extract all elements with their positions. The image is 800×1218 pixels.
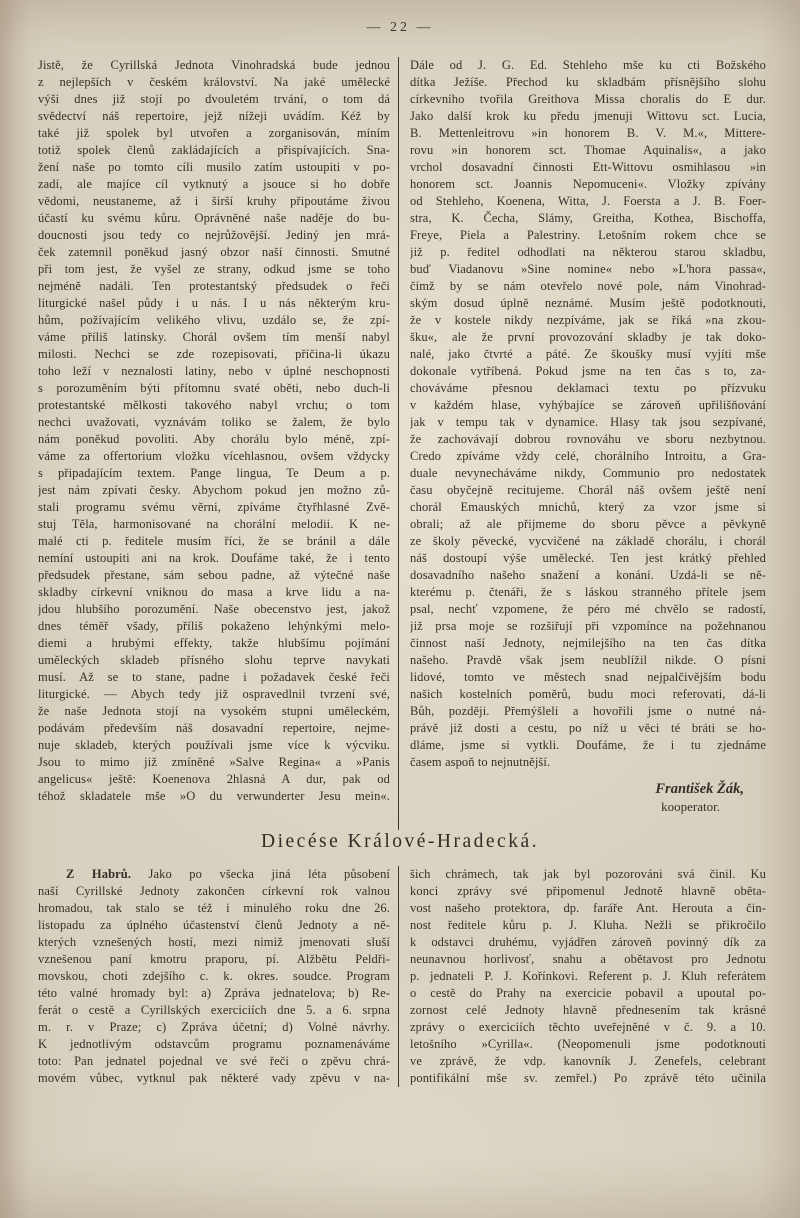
text-line: církevního tvořila Greithova Missa choralis do E dur.	[410, 92, 766, 106]
text-line: listopadu za úplného účastenství členů Jednoty a ně-	[38, 918, 390, 932]
text-line: dítka Ježíše. Přechod ku skladbám přísnějšího slohu	[410, 75, 766, 89]
text-line: stali programu svému věrni, zpíváme čtyřhlasné Zvě-	[38, 500, 390, 514]
text-line: váme příliš latinsky. Chorál ovšem tím menší nabyl	[38, 330, 390, 344]
text-line: nost ředitele kůru p. J. Kluha. Nežli se přikročilo	[410, 918, 766, 932]
text-line: konci zprávy své připomenul Jednotě hlavně oběta-	[410, 884, 766, 898]
text-line: jdou hlubšího porozumění. Naše obecenstvo jest, jakož	[38, 602, 390, 616]
text-line: právě již dosti a cestu, po níž u věci té bráti se ho-	[410, 721, 766, 735]
signature-role: kooperator.	[661, 799, 720, 814]
text-line: v každém hlase, vyhýbajíce se zároveň upřilišňování	[410, 398, 766, 412]
text-line: stuj Těla, harmonisované na chorální melodii. K ne-	[38, 517, 390, 531]
text-line: hům, požívajícím velikého vlivu, uzdálo se, že zpí-	[38, 313, 390, 327]
text-line: činnost naší Jednoty, nejmilejšího na ten čas dítka	[410, 636, 766, 650]
text-line: vědomi, neustaneme, až i širší kruhy připoutáme živou	[38, 194, 390, 208]
text-line: diemi a hrubými effekty, takže hlubšímu pojímání	[38, 636, 390, 650]
text-line: o cestě do Prahy na exercicie pobavil a upoutal po-	[410, 986, 766, 1000]
text-line: že zachovávají dobrou rovnováhu ve sboru nezbytnou.	[410, 432, 766, 446]
text-line: B. Mettenleitrovu »in honorem B. V. M.«, Mittere-	[410, 126, 766, 140]
text-line: zornost celé Jednoty hlavně přednesením tak krásné	[410, 1003, 766, 1017]
text-line: toto: Pan jednatel pojednal ve své řeči o zpěvu chrá-	[38, 1054, 390, 1068]
signature	[410, 780, 766, 816]
text-line: již p. ředitel odhodlati na některou starou skladbu,	[410, 245, 766, 259]
text-line: že v kostele nikdy nezpíváme, jak se říká »na zkou-	[410, 313, 766, 327]
text-line: žení naše po tomto cíli musilo zatím ustoupiti v po-	[38, 160, 390, 174]
text-line: m. r. v Praze; c) Zpráva účetní; d) Volné návrhy.	[38, 1020, 390, 1034]
text-line: musí. Až se to stane, padne i požadavek české řeči	[38, 670, 390, 684]
article-top-column-left	[38, 57, 390, 830]
text-line: této valné hromady byl: a) Zpráva jednatelova; b) Re-	[38, 986, 390, 1000]
text-line: nalé, jako čtvrté a páté. Ze škoušky musí vyjíti mše	[410, 347, 766, 361]
section-heading: Diecése Králové-Hradecká.	[261, 831, 539, 852]
text-line: movém vůbec, vytknul pak některé vady zpěvu v na-	[38, 1071, 390, 1085]
text-line: buď Viadanovu »Sine nomine« nebo »L'hora passa«,	[410, 262, 766, 276]
paragraph-first-line	[38, 866, 390, 883]
text-line: Credo zpíváme vždy celé, chorálního Introitu, a Gra-	[410, 449, 766, 463]
text-line: nuje skladeb, kterých používali jsme více k výcviku.	[38, 738, 390, 752]
text-line: od Stehleho, Koenena, Witta, J. Foersta a J. B. Foer-	[410, 194, 766, 208]
text-line: dosavadního našeho snažení a konání. Uzdá-li se ně-	[410, 568, 766, 582]
text-line: p. jednateli P. J. Kořínkovi. Referent p. J. Kluh referátem	[410, 969, 766, 983]
text-line: Freye, Piela a Palestriny. Letošním rokem chce se	[410, 228, 766, 242]
text-line: nemíní ustoupiti ani na krok. Doufáme také, že i tento	[38, 551, 390, 565]
text-line: chováváme přesnou deklamaci textu po přízvuku	[410, 381, 766, 395]
text-line: uměleckých skladeb přísného slohu teprve navykati	[38, 653, 390, 667]
text-line: s porozuměním býti přítomnu svaté oběti, nebo duch-li	[38, 381, 390, 395]
text-line: psal, nechť vzpomene, že péro mé chvělo se radostí,	[410, 602, 766, 616]
text-line: naší Cyrillské Jednoty zakončen církevní rok valnou	[38, 884, 390, 898]
text-line: chorál Emauských mnichů, který za vzor jsme si	[410, 500, 766, 514]
text-line: protestantské mělkosti takového nabyl vrchu; o tom	[38, 398, 390, 412]
text-line: nejméně nadáli. Ten protestantský předsudek o řeči	[38, 279, 390, 293]
article-bottom-column-left	[38, 866, 390, 1087]
text-line: liturgické. — Abych tedy již ospravedlnil tvrzení své,	[38, 687, 390, 701]
article-top-column-right	[398, 57, 766, 830]
article-top-section	[38, 57, 766, 830]
text-line: totiž spolek členů zakládajících a přispívajících. Sna-	[38, 143, 390, 157]
text-line: hromadou, tak stalo se též i minulého roku dne 26.	[38, 901, 390, 915]
text-line: ferát o cestě a Cyrillských exerciciích dne 5. a 6. srpna	[38, 1003, 390, 1017]
text-line: šku«, ale že první provozování skladby je tak doko-	[410, 330, 766, 344]
text-line: zprávy o exerciciích těchto uveřejněné v č. 9. a 10.	[410, 1020, 766, 1034]
text-line: dnes téměř všady, příliš pokaženo lehýnkými melo-	[38, 619, 390, 633]
text-line: čímž by se nám otevřelo nové pole, nám Vinohrad-	[410, 279, 766, 293]
text-line: šich chrámech, tak jak byl pozorováni svá činil. Ku	[410, 867, 766, 881]
text-line: skladby církevní vniknou do masa a krve lidu a na-	[38, 585, 390, 599]
text-line: vost našeho protektora, dp. faráře Ant. Herouta a čin-	[410, 901, 766, 915]
text-line: jak v tempu tak v dynamice. Hlasy tak jsou sezpívané,	[410, 415, 766, 429]
text-line: podávám především náš dosavadní repertoire, nejme-	[38, 721, 390, 735]
text-line: duale nevynecháváme nikdy, Communio pro nedostatek	[410, 466, 766, 480]
text-line: z nejlepších v českém království. Na jaké umělecké	[38, 75, 390, 89]
text-line: náš dostoupí výše umělecké. Ten jest krátký přehled	[410, 551, 766, 565]
scan-edge-shadow	[0, 0, 30, 1218]
text-line: našich kostelních poměrů, budu moci referovati, dá-li	[410, 687, 766, 701]
text-line: Jsou to mimo již zmíněné »Salve Regina« a »Panis	[38, 755, 390, 769]
text-line: letošního »Cyrilla«. (Neopomenuli jsme podotknouti	[410, 1037, 766, 1051]
paragraph-lead: Z Habrů.	[66, 867, 132, 881]
text-line: rovu »in honorem sct. Thomae Aquinalis«, a jako	[410, 143, 766, 157]
text-line: ček zatemnil poněkud jasný obzor naší činnosti. Smutné	[38, 245, 390, 259]
text-line: našeho. Pravdě však jsem neublížil nikde. O písni	[410, 653, 766, 667]
text-line: nechci uvažovati, vyznávám toliko se žalem, že bylo	[38, 415, 390, 429]
text-line: téhož skladatele mše »O du verwunderter Jesu mein«.	[38, 789, 390, 803]
text-line: vrchol dosavadní činnosti Ett-Wittovu osmihlasou »in	[410, 160, 766, 174]
text-line: časem aspoň to nejnutnější.	[410, 755, 551, 769]
text-line: ským dosud úplně neznámé. Musím ještě podotknouti,	[410, 296, 766, 310]
signature-name: František Žák,	[655, 781, 744, 797]
text-line: účastí ku svému kůru. Oprávněné naše naděje do bu-	[38, 211, 390, 225]
text-line: také již spolek byl utvořen a zorganisován, míním	[38, 126, 390, 140]
text-line: malé cti p. ředitele musím říci, že se bránil a dále	[38, 534, 390, 548]
text-line: dláme, jsme si vytkli. Doufáme, že i tu zjednáme	[410, 738, 766, 752]
text-line: že naše Jednota stojí na vysokém stupni uměleckém,	[38, 704, 390, 718]
paragraph-lead-rest: Jako po všecka jiná léta působení	[148, 867, 390, 881]
text-line: jest nám zpívati česky. Abychom pokud jen možno zů-	[38, 483, 390, 497]
text-line: kterých vznešených hostí, mezi nimiž jmenovati sluší	[38, 935, 390, 949]
article-top-column-right-lines	[410, 57, 766, 771]
text-line: angelicus« ještě: Koenenova 2hlasná A dur, pak od	[38, 772, 390, 786]
text-line: ze školy pěvecké, vycvičené na základě chorálu, i chorál	[410, 534, 766, 548]
text-line: zadí, ale majíce cíl vytknutý a jsouce si ho dobře	[38, 177, 390, 191]
text-line: již prsa moje se rozšiřují při vzpomínce na požehnanou	[410, 619, 766, 633]
page-number: — 22 —	[366, 20, 434, 35]
text-line: při tom jest, že vyšel ze strany, odkud jsme se toho	[38, 262, 390, 276]
article-bottom-column-right	[398, 866, 766, 1087]
text-line: toho leží v neznalosti latiny, nebo v úplné neschopnosti	[38, 364, 390, 378]
text-line: nám poněkud povoliti. Aby chorálu bylo méně, zpí-	[38, 432, 390, 446]
text-line: dokonale vytříbená. Pokud jsme na ten čas s to, za-	[410, 364, 766, 378]
text-line: pontifikální mše sv. zemřel.) Po zprávě této učinila	[410, 1071, 766, 1085]
text-line: K jednotlivým odstavcům programu poznamenáváme	[38, 1037, 390, 1051]
text-line: obrali; až ale přijmeme do sboru pěvce a pěvkyně	[410, 517, 766, 531]
text-line: Bůh, později. Přemýšleli a hovořili jsme o nutné ná-	[410, 704, 766, 718]
text-line: honorem sct. Joannis Nepomuceni«. Vložky zpívány	[410, 177, 766, 191]
article-bottom-section	[38, 866, 766, 1087]
text-line: doucnosti jsou tedy co nejrůžovější. Jediný jen mrá-	[38, 228, 390, 242]
text-line: předsudek přestane, sám sebou padne, až výtečné naše	[38, 568, 390, 582]
text-line: k odstavci druhému, vyjádřen zároveň povinný dík za	[410, 935, 766, 949]
text-line: stra, K. Čecha, Slámy, Greitha, Kothea, Bischoffa,	[410, 211, 766, 225]
text-line: lidové, tomto ve městech snad nejpalčivějším bodu	[410, 670, 766, 684]
text-line: neunavnou horlivosť, snahu a obětavost pro Jednotu	[410, 952, 766, 966]
text-line: kterému p. čtenáři, že s láskou stranného přítele jsem	[410, 585, 766, 599]
text-line: času obyčejně recitujeme. Chorál náš ovšem ještě není	[410, 483, 766, 497]
text-line: s připadajícím textem. Pange lingua, Te Deum a p.	[38, 466, 390, 480]
text-line: liturgické našel půdy i u nás. I u nás některým kru-	[38, 296, 390, 310]
text-line: svědectví náš repertoire, jejž nížeji uvádím. Kéž by	[38, 109, 390, 123]
text-line: Jistě, že Cyrillská Jednota Vinohradská bude jednou	[38, 58, 390, 72]
text-line: movskou, choti zdejšího c. k. okres. soudce. Program	[38, 969, 390, 983]
text-line: vznešenou paní kmotru praporu, pí. Alžbětu Peldři-	[38, 952, 390, 966]
article-bottom-column-left-lines	[38, 883, 390, 1087]
text-line: milosti. Nechci se zde rozepisovati, příčina-li úkazu	[38, 347, 390, 361]
text-line: ve zprávě, že vdp. kanovník J. Zenefels, celebrant	[410, 1054, 766, 1068]
text-line: Jako další krok ku předu jmenuji Wittovu sct. Lucia,	[410, 109, 766, 123]
text-line: váme za offertorium vložku vícehlasnou, ovšem vždycky	[38, 449, 390, 463]
text-line: výši dnes již stojí po dvouletém trvání, o tom dá	[38, 92, 390, 106]
text-line: Dále od J. G. Ed. Stehleho mše ku cti Božského	[410, 58, 766, 72]
